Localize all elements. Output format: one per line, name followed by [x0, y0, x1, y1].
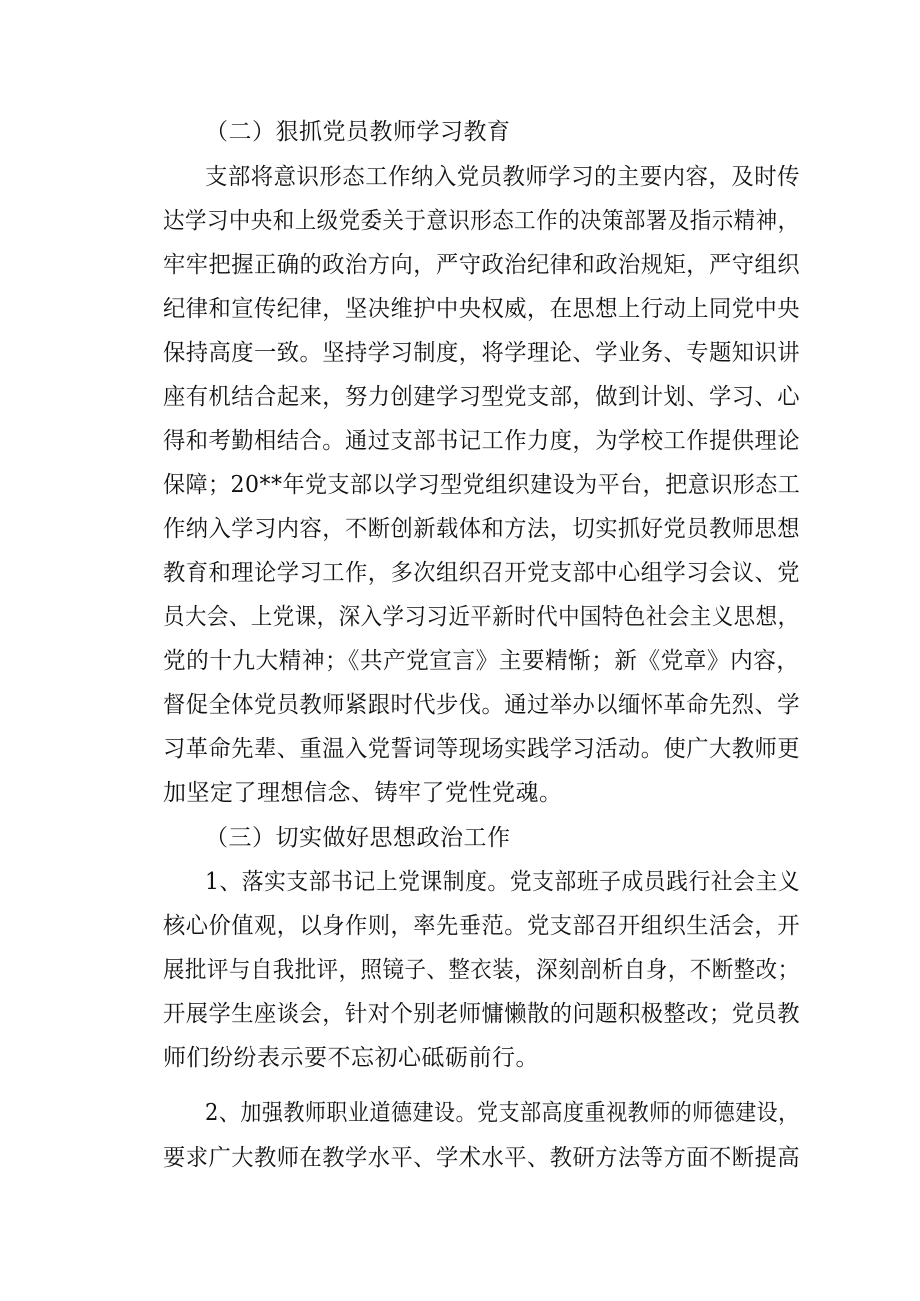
paragraph-line: 1、落实支部书记上党课制度。党支部班子成员践行社会主义	[205, 869, 801, 895]
paragraph-line: 牢牢把握正确的政治方向，严守政治纪律和政治规矩，严守组织	[163, 252, 801, 278]
paragraph-line: 展批评与自我批评，照镜子、整衣装，深刻剖析自身，不断整改；	[163, 957, 800, 983]
paragraph-line: 员大会、上党课，深入学习习近平新时代中国特色社会主义思想，	[163, 604, 800, 630]
paragraph-line: 教育和理论学习工作，多次组织召开党支部中心组学习会议、党	[163, 560, 801, 586]
paragraph-line: 作纳入学习内容，不断创新载体和方法，切实抓好党员教师思想	[163, 516, 801, 542]
paragraph-line: 2、加强教师职业道德建设。党支部高度重视教师的师德建设，	[205, 1100, 800, 1126]
paragraph-line: 保障；20**年党支部以学习型党组织建设为平台，把意识形态工	[163, 472, 801, 498]
paragraph-line: 加坚定了理想信念、铸牢了党性党魂。	[163, 780, 563, 806]
paragraph-line: 座有机结合起来，努力创建学习型党支部，做到计划、学习、心	[163, 384, 801, 410]
paragraph-line: 核心价值观，以身作则，率先垂范。党支部召开组织生活会，开	[163, 913, 801, 939]
paragraph-line: 得和考勤相结合。通过支部书记工作力度，为学校工作提供理论	[163, 428, 801, 454]
paragraph-line: 师们纷纷表示要不忘初心砥砺前行。	[163, 1045, 539, 1071]
paragraph-line: 开展学生座谈会，针对个别老师慵懒散的问题积极整改；党员教	[163, 1001, 801, 1027]
section-heading-2: （二）狠抓党员教师学习教育	[205, 119, 511, 145]
paragraph-line: 要求广大教师在教学水平、学术水平、教研方法等方面不断提高	[163, 1145, 801, 1171]
paragraph-line: 督促全体党员教师紧跟时代步伐。通过举办以缅怀革命先烈、学	[163, 692, 801, 718]
paragraph-line: 保持高度一致。坚持学习制度，将学理论、学业务、专题知识讲	[163, 340, 801, 366]
paragraph-line: 党的十九大精神；《共产党宣言》主要精惭；新《党章》内容，	[163, 648, 800, 674]
paragraph-line: 习革命先辈、重温入党誓词等现场实践学习活动。使广大教师更	[163, 736, 801, 762]
section-heading-3: （三）切实做好思想政治工作	[205, 825, 511, 851]
paragraph-line: 纪律和宣传纪律，坚决维护中央权威，在思想上行动上同党中央	[163, 296, 801, 322]
paragraph-line: 达学习中央和上级党委关于意识形态工作的决策部署及指示精神，	[163, 208, 800, 234]
paragraph-line: 支部将意识形态工作纳入党员教师学习的主要内容，及时传	[205, 164, 800, 190]
